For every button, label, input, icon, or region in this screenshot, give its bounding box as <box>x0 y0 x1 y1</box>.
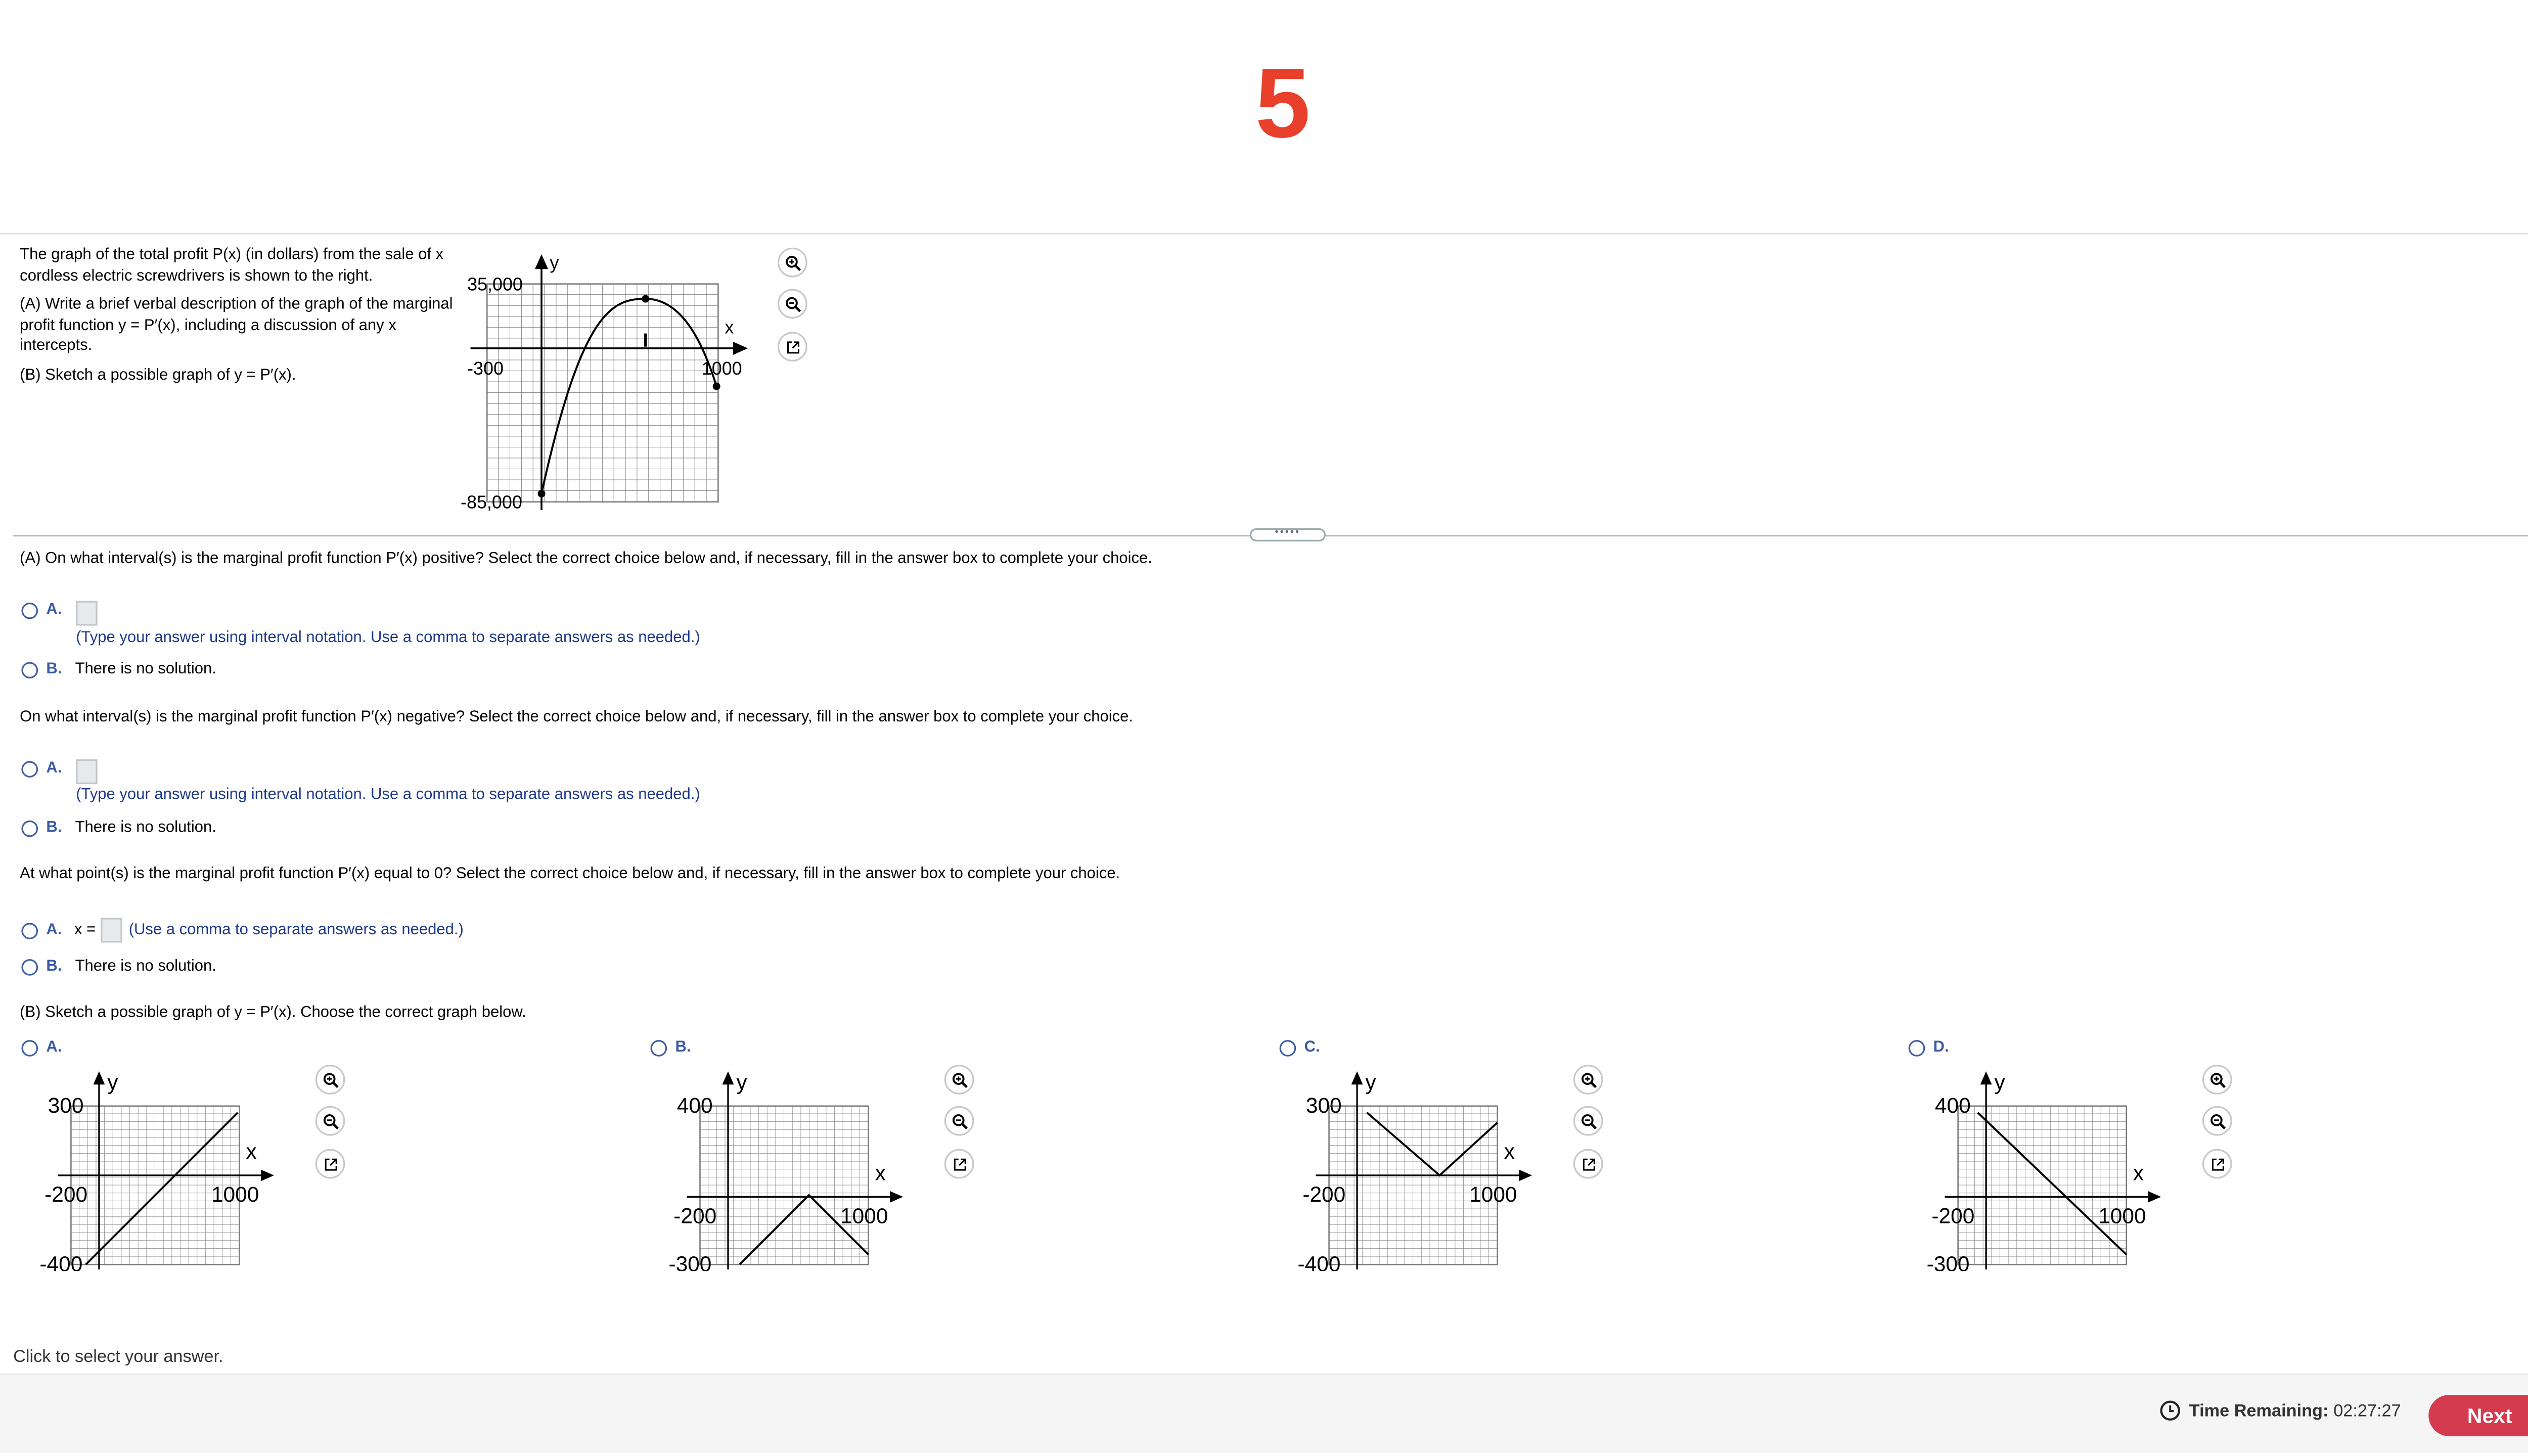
profit-graph-y-max: 35,000 <box>467 274 523 295</box>
choice-b-y-max: 400 <box>676 1093 713 1117</box>
q1-hint: (Type your answer using interval notation. Use a comma to separate answers as needed.) <box>76 629 700 647</box>
profit-curve-max-point <box>642 295 649 303</box>
choice-d-plot <box>1927 1070 2161 1271</box>
q3-x-equals: x = <box>74 921 96 939</box>
q1-option-b-radio[interactable] <box>21 661 38 678</box>
choice-b-radio[interactable] <box>651 1039 667 1056</box>
choice-a-plot <box>39 1070 274 1271</box>
choice-d-x-arrow <box>2148 1191 2161 1203</box>
choice-d-y-label: y <box>1994 1070 2005 1095</box>
q2-option-b-text: There is no solution. <box>75 818 216 837</box>
choice-b-grid <box>700 1106 868 1264</box>
q1-answer-box[interactable] <box>76 601 97 626</box>
q2-option-a-radio[interactable] <box>21 760 38 777</box>
choice-d-label: D. <box>1933 1038 1949 1057</box>
choice-a-radio[interactable] <box>21 1039 38 1056</box>
choice-c-plot <box>1298 1070 1532 1271</box>
choice-b-x-max: 1000 <box>840 1204 888 1228</box>
profit-graph-x-min: -300 <box>467 358 504 379</box>
time-remaining <box>2159 1400 2401 1421</box>
q3-answer-box[interactable] <box>101 918 122 943</box>
profit-graph-y-arrow <box>535 254 548 269</box>
choice-c-open-icon[interactable] <box>1573 1149 1603 1179</box>
choice-a-zoom-in-icon[interactable] <box>315 1065 345 1095</box>
choice-c-zoom-out-icon[interactable] <box>1573 1106 1603 1136</box>
choice-c-y-label: y <box>1365 1070 1376 1095</box>
header-divider <box>0 233 2528 234</box>
choice-d[interactable] <box>1909 1038 1962 1057</box>
q2-option-b[interactable] <box>21 819 216 837</box>
q2-option-b-label: B. <box>46 818 62 837</box>
status-text: Click to select your answer. <box>13 1347 223 1367</box>
choice-a-x-label: x <box>246 1140 257 1164</box>
profit-graph <box>446 248 768 520</box>
choice-d-y-arrow <box>1980 1071 1992 1084</box>
profit-graph-x-label: x <box>725 316 734 338</box>
choice-a-x-max: 1000 <box>211 1182 259 1207</box>
q1-option-b-text: There is no solution. <box>75 660 216 679</box>
choice-d-graph[interactable] <box>1923 1065 2171 1271</box>
choice-c[interactable] <box>1280 1038 1333 1057</box>
q2-answer-box[interactable] <box>76 759 97 784</box>
choice-a-graph[interactable] <box>36 1065 284 1271</box>
profit-curve-start-point <box>538 490 546 497</box>
choice-c-y-arrow <box>1351 1071 1363 1084</box>
choice-d-zoom-in-icon[interactable] <box>2202 1065 2232 1095</box>
problem-part-b: (B) Sketch a possible graph of y = P′(x). <box>20 366 296 384</box>
q3-option-a-radio[interactable] <box>21 922 38 939</box>
choice-b-x-label: x <box>875 1161 886 1185</box>
profit-graph-x-max: 1000 <box>701 358 742 379</box>
choice-a-y-arrow <box>93 1071 105 1084</box>
q2-option-a[interactable] <box>21 759 75 778</box>
profit-graph-y-label: y <box>550 252 559 274</box>
problem-statement <box>20 246 459 395</box>
zoom-out-icon[interactable] <box>778 289 807 318</box>
q1-option-a-label: A. <box>46 601 62 619</box>
q3-hint: (Use a comma to separate answers as needed.) <box>128 921 464 939</box>
choice-c-graph[interactable] <box>1294 1065 1542 1271</box>
time-remaining-label: Time Remaining: <box>2189 1400 2329 1421</box>
choice-a-open-icon[interactable] <box>315 1149 345 1179</box>
q2-hint: (Type your answer using interval notation. Use a comma to separate answers as needed.) <box>76 786 700 804</box>
choice-a-zoom-out-icon[interactable] <box>315 1106 345 1136</box>
choice-c-x-max: 1000 <box>1469 1182 1517 1207</box>
choice-b-x-arrow <box>890 1191 903 1203</box>
choice-d-y-max: 400 <box>1934 1093 1971 1117</box>
q2-text: On what interval(s) is the marginal profit function P′(x) negative? Select the correct choice below and, if necessary, fill in the answer box to complete your choice. <box>20 708 1134 726</box>
choice-b[interactable] <box>651 1038 704 1057</box>
q3-option-a[interactable] <box>21 921 75 939</box>
choice-b-zoom-out-icon[interactable] <box>944 1106 974 1136</box>
choice-c-x-arrow <box>1519 1169 1532 1181</box>
choice-a-y-max: 300 <box>48 1093 84 1117</box>
choice-c-radio[interactable] <box>1280 1039 1296 1056</box>
choice-a-y-min: -400 <box>39 1252 83 1271</box>
choice-b-graph[interactable] <box>665 1065 913 1271</box>
pane-splitter-handle[interactable]: ••••• <box>1250 528 1326 541</box>
time-remaining-value: 02:27:27 <box>2333 1400 2401 1421</box>
zoom-in-icon[interactable] <box>778 248 807 278</box>
profit-graph-grid <box>487 284 718 502</box>
q3-option-a-label: A. <box>46 921 62 939</box>
choice-a-x-arrow <box>261 1169 274 1181</box>
choice-c-zoom-in-icon[interactable] <box>1573 1065 1603 1095</box>
choice-b-open-icon[interactable] <box>944 1149 974 1179</box>
choice-a[interactable] <box>21 1038 75 1057</box>
choice-c-x-label: x <box>1504 1140 1515 1164</box>
q4-text: (B) Sketch a possible graph of y = P′(x). Choose the correct graph below. <box>20 1004 526 1022</box>
q3-option-b-radio[interactable] <box>21 959 38 975</box>
choice-d-x-min: -200 <box>1931 1204 1975 1228</box>
question-number: 5 <box>1255 48 1311 159</box>
q1-option-b[interactable] <box>21 660 216 678</box>
choice-c-x-min: -200 <box>1302 1182 1346 1207</box>
q2-option-b-radio[interactable] <box>21 820 38 836</box>
footer-bar <box>0 1374 2528 1453</box>
choice-c-y-max: 300 <box>1305 1093 1342 1117</box>
q1-option-a[interactable] <box>21 601 75 619</box>
open-new-window-icon[interactable] <box>778 332 807 361</box>
choice-d-open-icon[interactable] <box>2202 1149 2232 1179</box>
q3-option-b-text: There is no solution. <box>75 957 216 976</box>
choice-d-x-max: 1000 <box>2098 1204 2146 1228</box>
choice-c-y-min: -400 <box>1297 1252 1341 1271</box>
problem-intro: The graph of the total profit P(x) (in dollars) from the sale of x cordless electric screwdrivers is shown to the right. <box>20 246 444 285</box>
choice-d-zoom-out-icon[interactable] <box>2202 1106 2232 1136</box>
choice-b-zoom-in-icon[interactable] <box>944 1065 974 1095</box>
next-button[interactable]: Next <box>2428 1395 2528 1436</box>
choice-a-y-label: y <box>107 1070 118 1095</box>
q3-text: At what point(s) is the marginal profit function P′(x) equal to 0? Select the correct choice below and, if necessary, fill in the answer box to complete your choice. <box>20 865 1120 883</box>
choice-b-x-min: -200 <box>673 1204 717 1228</box>
choice-d-grid <box>1958 1106 2127 1264</box>
q3-option-b[interactable] <box>21 958 216 976</box>
choice-a-x-min: -200 <box>44 1182 88 1207</box>
choice-b-y-label: y <box>736 1070 747 1095</box>
clock-icon <box>2159 1400 2181 1421</box>
choice-a-label: A. <box>46 1038 62 1057</box>
choice-b-plot <box>668 1070 903 1271</box>
q2-option-a-label: A. <box>46 759 62 778</box>
profit-graph-y-min: -85,000 <box>461 491 522 513</box>
q3-option-b-label: B. <box>46 957 62 976</box>
choice-d-x-label: x <box>2133 1161 2144 1185</box>
choice-d-y-min: -300 <box>1926 1252 1970 1271</box>
choice-b-y-arrow <box>723 1071 734 1084</box>
q1-option-a-radio[interactable] <box>21 602 38 618</box>
q1-text: (A) On what interval(s) is the marginal profit function P′(x) positive? Select the correct choice below and, if necessary, fill in the answer box to complete your choice. <box>20 550 1152 568</box>
choice-b-y-min: -300 <box>668 1252 712 1271</box>
q1-option-b-label: B. <box>46 660 62 679</box>
choice-c-label: C. <box>1304 1038 1320 1057</box>
choice-b-label: B. <box>675 1038 691 1057</box>
profit-graph-x-arrow <box>733 342 748 355</box>
profit-curve-end-point <box>713 383 720 390</box>
problem-part-a: (A) Write a brief verbal description of the graph of the marginal profit function y = P′(x), including a discussion of any x intercepts. <box>20 295 453 355</box>
choice-d-radio[interactable] <box>1909 1039 1925 1056</box>
